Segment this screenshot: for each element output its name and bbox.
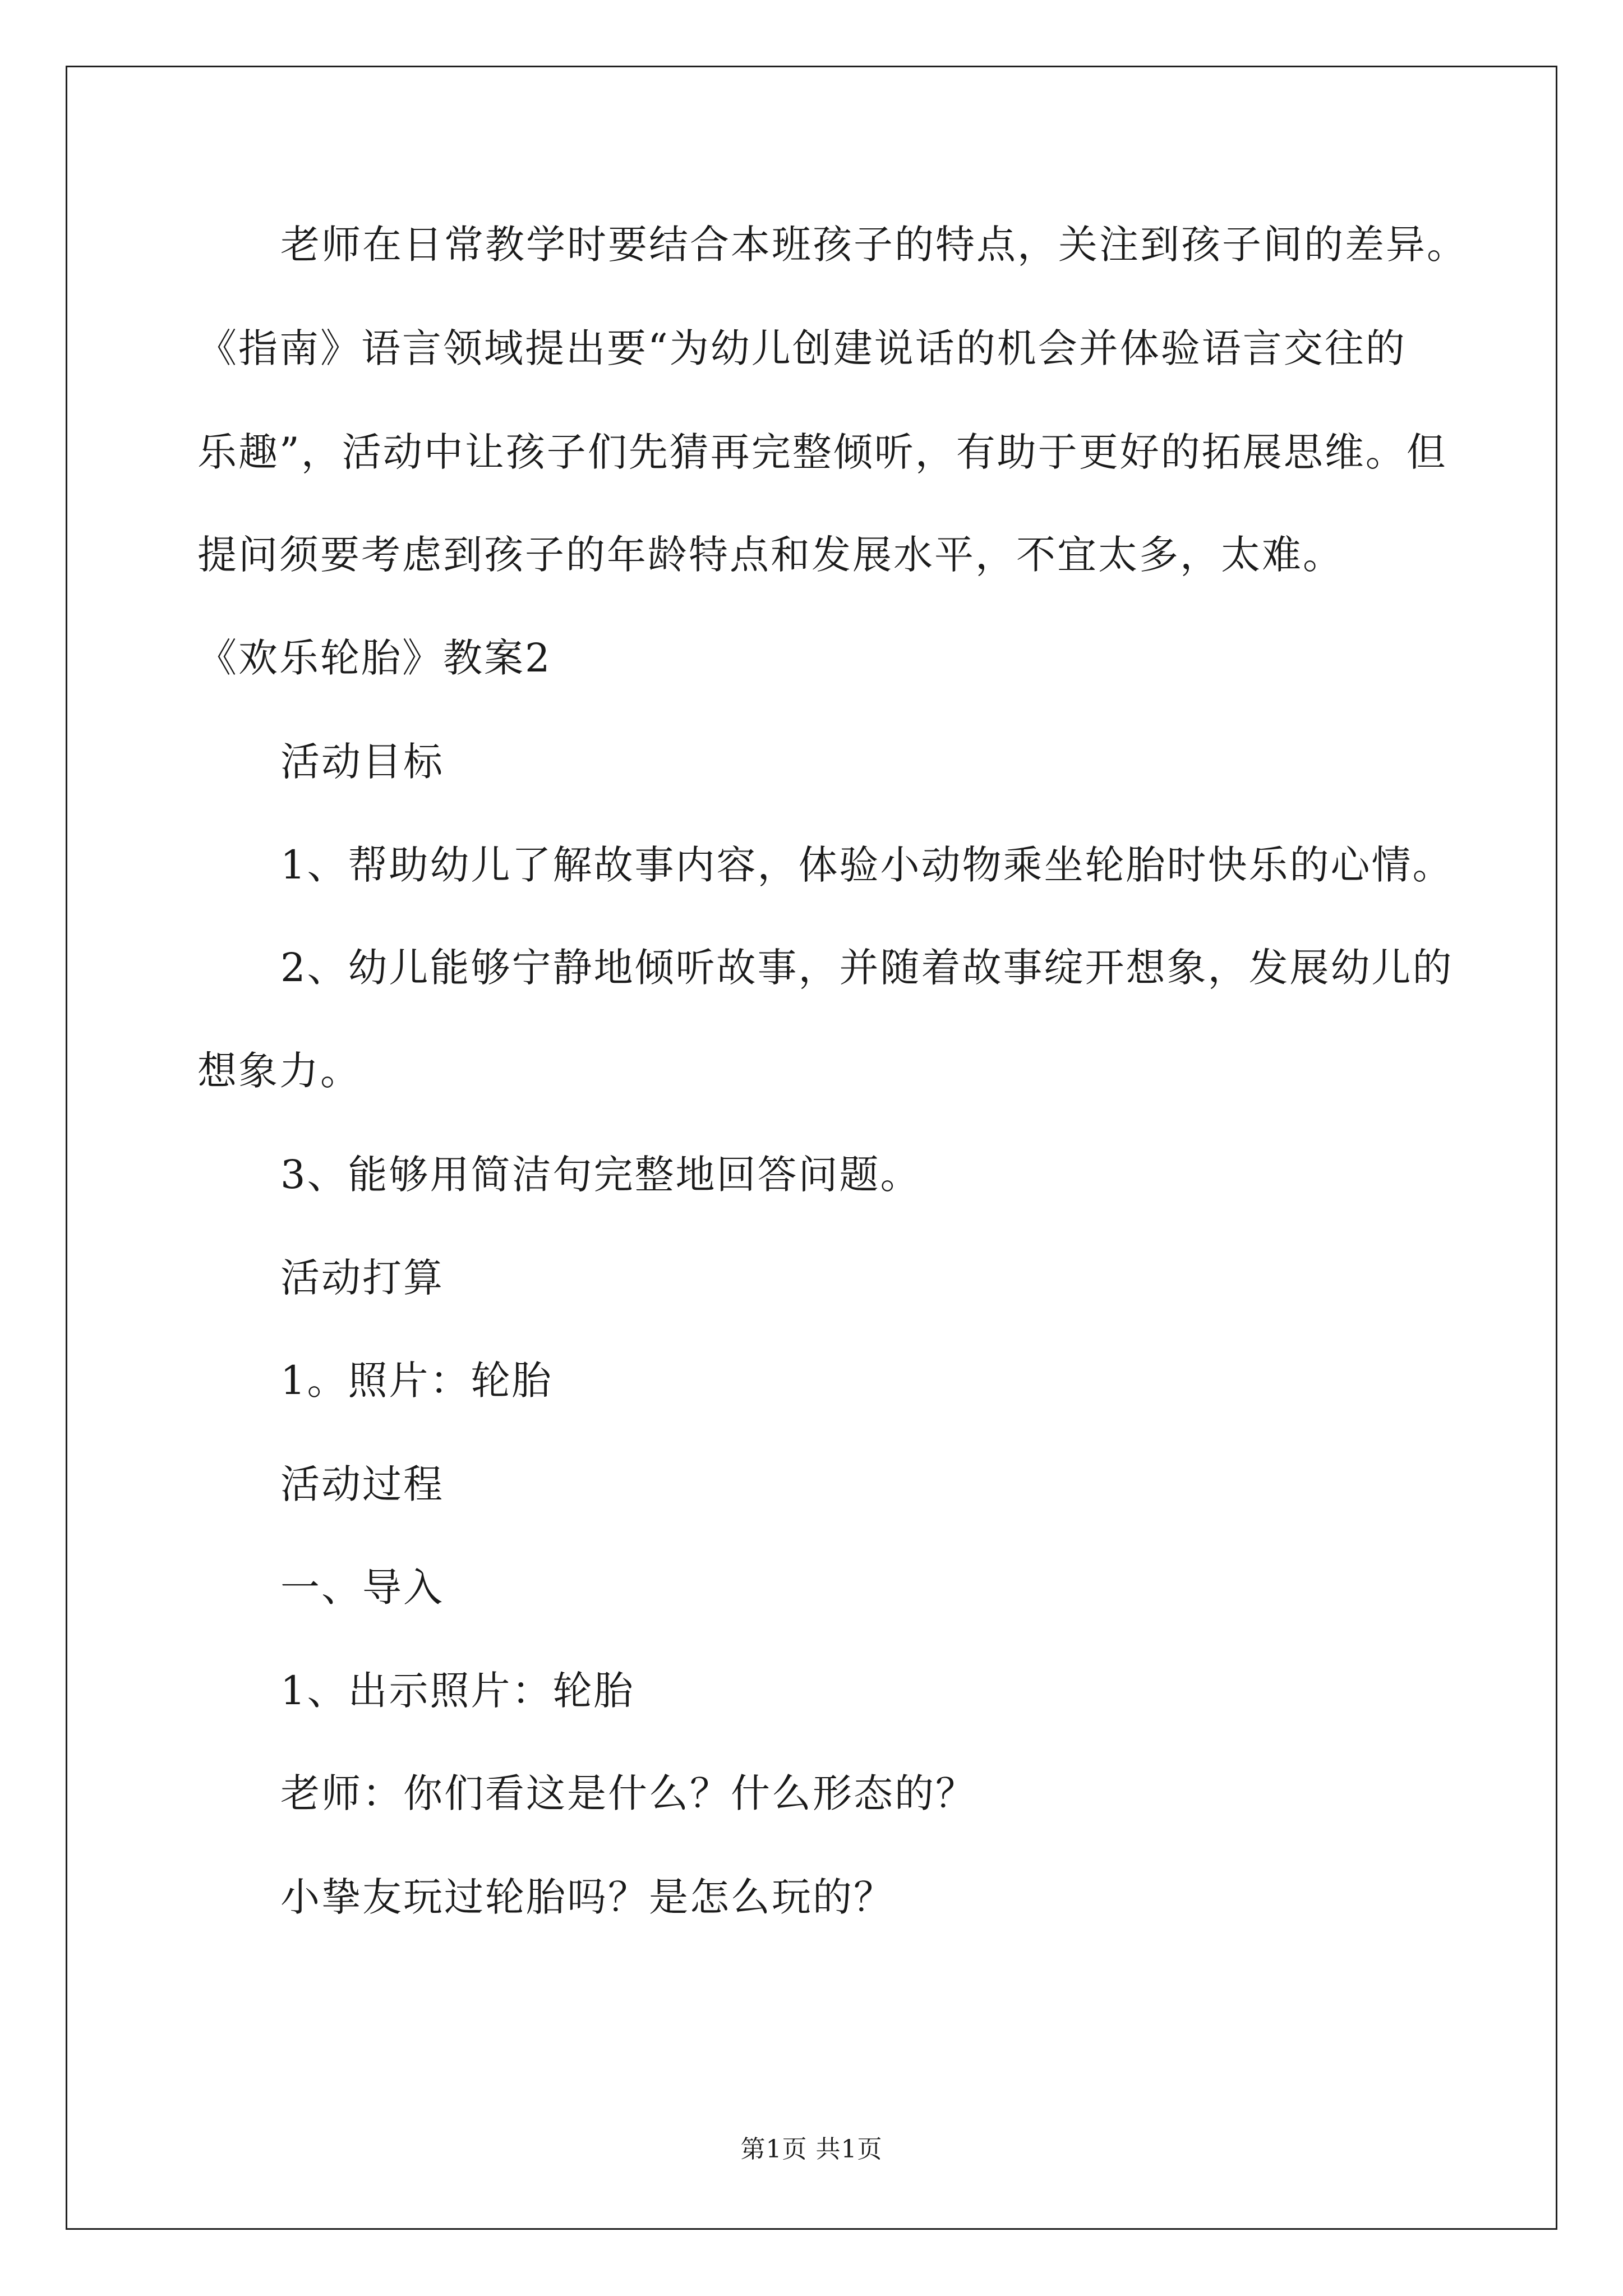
list-item: 1。照片：轮胎: [280, 1358, 553, 1404]
heading-line: 活动过程: [280, 1461, 444, 1507]
paragraph-line: 提问须要考虑到孩子的年龄特点和发展水平，不宜太多，太难。: [197, 532, 1344, 578]
paragraph-line: 老师在日常教学时要结合本班孩子的特点，关注到孩子间的差异。: [280, 222, 1468, 268]
heading-line: 活动目标: [280, 739, 444, 785]
paragraph-line: 《指南》语言领域提出要“为幼儿创建说话的机会并体验语言交往的: [197, 325, 1407, 371]
paragraph-line: 乐趣”，活动中让孩子们先猜再完整倾听，有助于更好的拓展思维。但: [197, 429, 1447, 475]
list-item: 1、出示照片：轮胎: [280, 1668, 635, 1714]
list-item: 3、能够用简洁句完整地回答问题。: [280, 1152, 921, 1198]
paragraph-line: 老师：你们看这是什么？什么形态的？: [280, 1770, 976, 1816]
section-title: 《欢乐轮胎》教案2: [197, 635, 552, 681]
heading-line: 一、导入: [280, 1565, 444, 1611]
list-item-continuation: 想象力。: [197, 1048, 361, 1094]
list-item: 1、帮助幼儿了解故事内容，体验小动物乘坐轮胎时快乐的心情。: [280, 842, 1454, 888]
heading-line: 活动打算: [280, 1255, 444, 1301]
list-item: 2、幼儿能够宁静地倾听故事，并随着故事绽开想象，发展幼儿的: [280, 945, 1454, 991]
paragraph-line: 小挚友玩过轮胎吗？是怎么玩的？: [280, 1874, 895, 1920]
page-number-footer: 第1页 共1页: [740, 2135, 883, 2164]
